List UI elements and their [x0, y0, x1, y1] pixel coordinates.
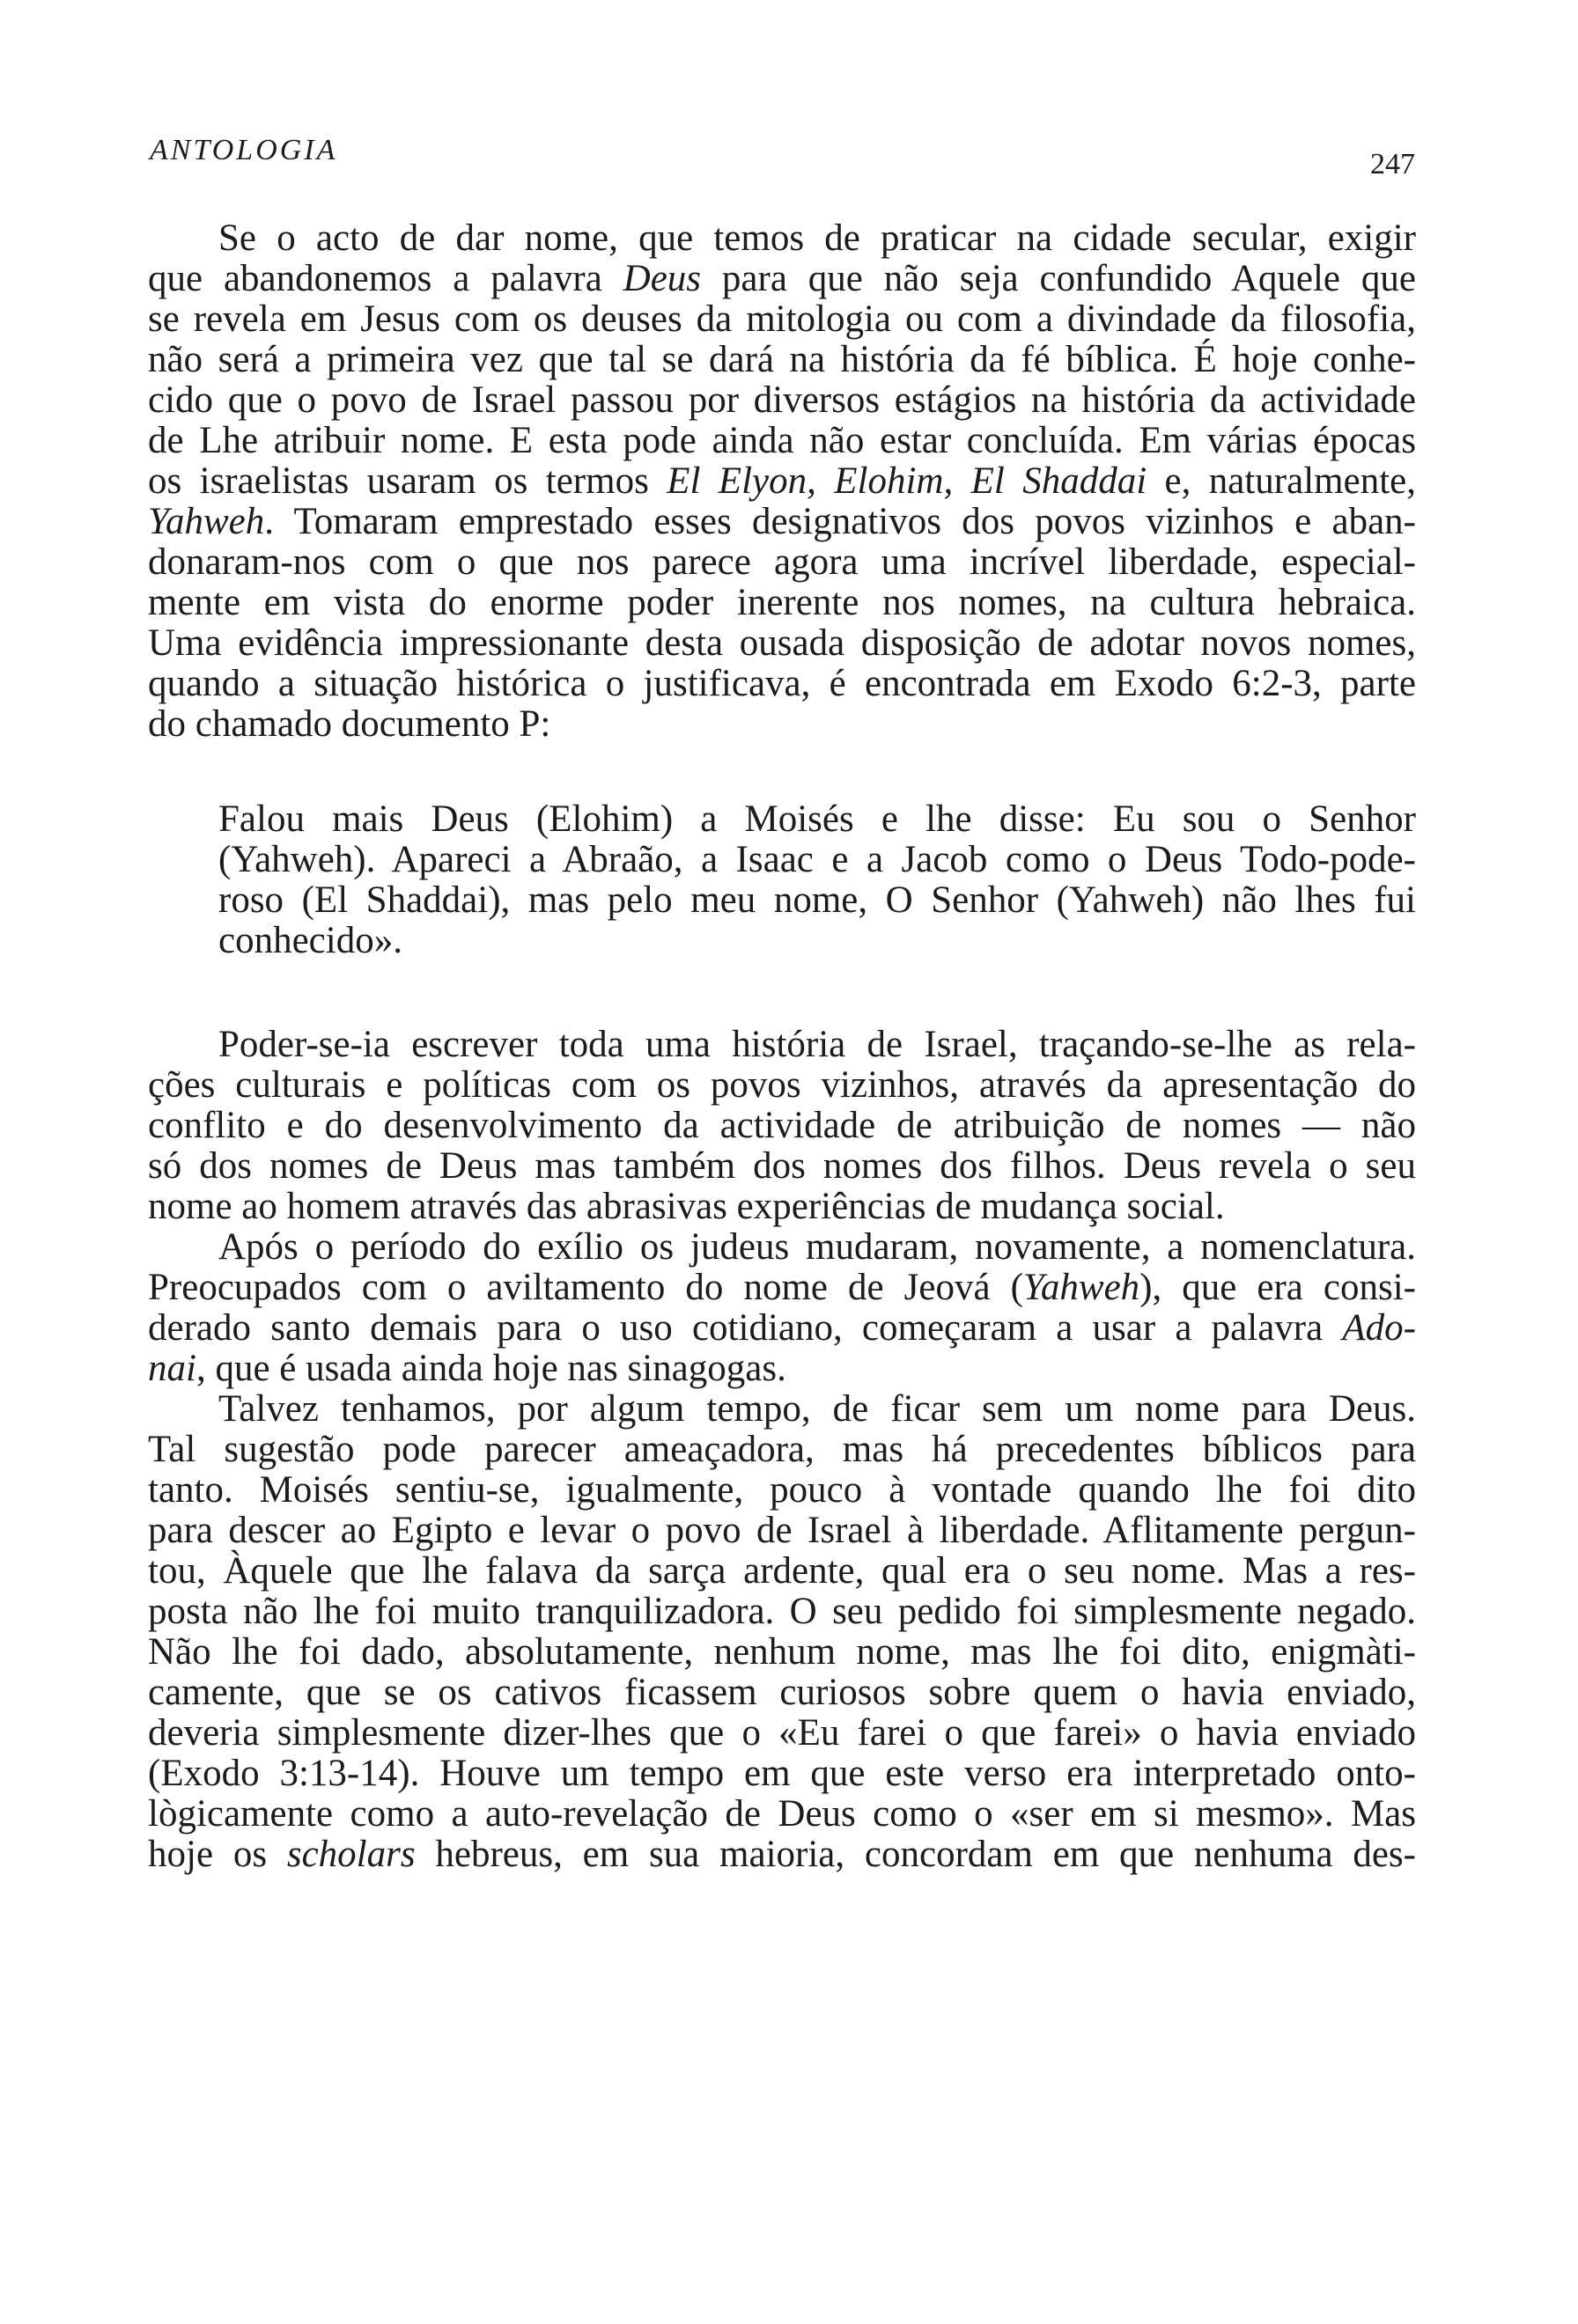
text-line: para descer ao Egipto e levar o povo de Israel à liberdade. Aflitamente pergun- — [148, 1510, 1416, 1551]
text-line: Talvez tenhamos, por algum tempo, de ficar sem um nome para Deus. — [218, 1388, 1416, 1430]
text-line: conflito e do desenvolvimento da actividade de atribuição de nomes — não — [148, 1105, 1416, 1146]
paragraph — [148, 1389, 1416, 1875]
text-line: (Exodo 3:13-14). Houve um tempo em que este verso era interpretado onto- — [148, 1753, 1416, 1794]
running-title: ANTOLOGIA — [150, 134, 338, 166]
text-line: Preocupados com o aviltamento do nome de Jeová (Yahweh), que era consi- — [148, 1267, 1417, 1308]
text-line: donaram-nos com o que nos parece agora uma incrível liberdade, especial- — [148, 541, 1416, 583]
text-line: derado santo demais para o uso cotidiano, começaram a usar a palavra Ado- — [148, 1307, 1416, 1349]
text-line: só dos nomes de Deus mas também dos nomes dos filhos. Deus revela o seu — [148, 1145, 1416, 1187]
block-quote — [218, 799, 1416, 961]
text-line: deveria simplesmente dizer-lhes que o «Eu farei o que farei» o havia enviado — [148, 1712, 1416, 1754]
page-number: 247 — [1370, 148, 1415, 180]
text-line: Se o acto de dar nome, que temos de praticar na cidade secular, exigir — [218, 217, 1416, 259]
quote-line: roso (El Shaddai), mas pelo meu nome, O Senhor (Yahweh) não lhes fui — [218, 879, 1416, 921]
paragraph — [148, 1025, 1416, 1227]
text-line: Poder-se-ia escrever toda uma história de Israel, traçando-se-lhe as rela- — [218, 1024, 1416, 1065]
text-line: tanto. Moisés sentiu-se, igualmente, pouco à vontade quando lhe foi dito — [148, 1469, 1416, 1511]
quote-line: Falou mais Deus (Elohim) a Moisés e lhe disse: Eu sou o Senhor — [218, 798, 1416, 840]
text-line: quando a situação histórica o justificava, é encontrada em Exodo 6:2-3, parte — [148, 663, 1416, 704]
text-line: posta não lhe foi muito tranquilizadora. O seu pedido foi simplesmente negado. — [148, 1591, 1416, 1632]
text-line: do chamado documento P: — [148, 703, 551, 745]
text-line: nai, que é usada ainda hoje nas sinagogas. — [148, 1348, 786, 1389]
text-line: Yahweh. Tomaram emprestado esses designativos dos povos vizinhos e aban- — [148, 501, 1416, 542]
text-line: se revela em Jesus com os deuses da mitologia ou com a divindade da filosofia, — [148, 298, 1416, 340]
text-line: hoje os scholars hebreus, em sua maioria, concordam em que nenhuma des- — [148, 1834, 1416, 1875]
body-text — [148, 218, 1416, 1875]
spacer — [148, 745, 1416, 799]
text-line: lògicamente como a auto-revelação de Deus como o «ser em si mesmo». Mas — [148, 1793, 1416, 1835]
text-line: Tal sugestão pode parecer ameaçadora, mas há precedentes bíblicos para — [148, 1429, 1416, 1470]
text-line: tou, Àquele que lhe falava da sarça ardente, qual era o seu nome. Mas a res- — [148, 1550, 1416, 1592]
quote-line: conhecido». — [218, 920, 402, 961]
text-line: cido que o povo de Israel passou por diversos estágios na história da actividade — [148, 379, 1416, 421]
paragraph — [148, 218, 1416, 745]
text-line-content: que abandonemos a palavra Deus para que não seja confundido Aquele que — [148, 258, 1416, 299]
text-line: os israelistas usaram os termos El Elyon, Elohim, El Shaddai e, naturalmente, — [148, 460, 1416, 502]
text-line: ções culturais e políticas com os povos vizinhos, através da apresentação do — [148, 1064, 1416, 1106]
text-line: Após o período do exílio os judeus mudaram, novamente, a nomenclatura. — [218, 1226, 1416, 1268]
quote-line: (Yahweh). Apareci a Abraão, a Isaac e a Jacob como o Deus Todo-pode- — [218, 839, 1416, 880]
text-line: mente em vista do enorme poder inerente nos nomes, na cultura hebraica. — [148, 582, 1416, 623]
text-line: de Lhe atribuir nome. E esta pode ainda não estar concluída. Em várias épocas — [148, 420, 1416, 461]
text-line: camente, que se os cativos ficassem curiosos sobre quem o havia enviado, — [148, 1672, 1416, 1713]
text-line: nome ao homem através das abrasivas experiências de mudança social. — [148, 1186, 1225, 1227]
text-line: Uma evidência impressionante desta ousada disposição de adotar novos nomes, — [148, 622, 1416, 664]
spacer — [148, 961, 1416, 1025]
text-line: não será a primeira vez que tal se dará na história da fé bíblica. É hoje conhe- — [148, 339, 1416, 380]
text-line: Não lhe foi dado, absolutamente, nenhum nome, mas lhe foi dito, enigmàti- — [148, 1631, 1416, 1673]
text-line — [148, 259, 1416, 299]
paragraph — [148, 1227, 1416, 1389]
